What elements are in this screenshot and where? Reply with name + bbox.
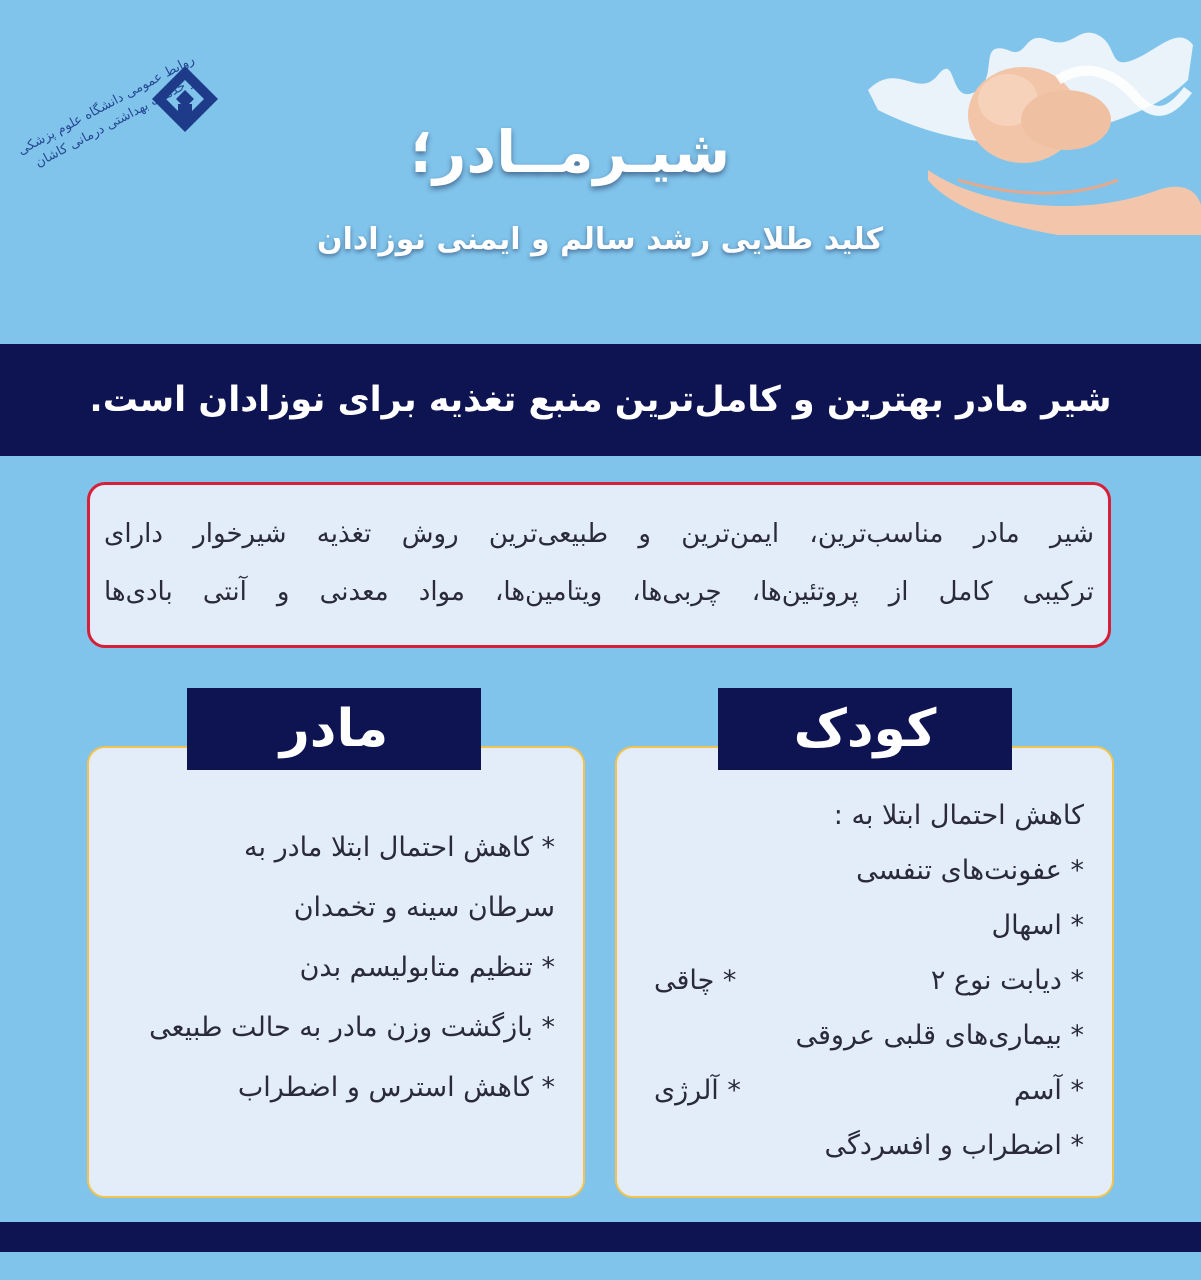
headline-band: [0, 344, 1201, 456]
university-logo: [15, 50, 220, 215]
logo-caption: روابط عمومی دانشگاه علوم پزشکی و خدمات بهداشتی درمانی کاشان: [15, 52, 198, 171]
child-list-intro: کاهش احتمال ابتلا به :: [833, 800, 1084, 831]
list-item: * دیابت نوع ۲: [930, 965, 1084, 996]
list-item: * اسهال: [991, 910, 1084, 941]
list-item: * چاقی: [654, 965, 737, 996]
intro-line-1: شیر مادر مناسب‌ترین، ایمن‌ترین و طبیعی‌ترین روش تغذیه شیرخوار دارای: [104, 519, 1094, 549]
intro-line-2: ترکیبی کامل از پروتئین‌ها، چربی‌ها، ویتامین‌ها، مواد معدنی و آنتی بادی‌ها: [104, 577, 1094, 607]
list-item: * بیماری‌های قلبی عروقی: [795, 1020, 1084, 1051]
list-item: * بازگشت وزن مادر به حالت طبیعی: [149, 1012, 555, 1043]
list-item: * کاهش احتمال ابتلا مادر به: [244, 832, 555, 863]
list-row-pair: [644, 1063, 1084, 1118]
footer-bar: [0, 1222, 1201, 1252]
page-subtitle: کلید طلایی رشد سالم و ایمنی نوزادان: [316, 222, 884, 257]
mother-benefits-list: [100, 818, 555, 1118]
intro-box: [87, 482, 1111, 648]
child-label-tag: [718, 688, 1012, 770]
list-item: * کاهش استرس و اضطراب: [237, 1072, 555, 1103]
child-card: [615, 746, 1114, 1198]
mother-card: [87, 746, 585, 1198]
list-row-pair: [644, 953, 1084, 1008]
child-label: کودک: [793, 699, 937, 759]
mother-label-tag: [187, 688, 481, 770]
mother-label: مادر: [279, 699, 389, 759]
headline-text: شیر مادر بهترین و کامل‌ترین منبع تغذیه برای نوزادان است.: [89, 380, 1112, 420]
list-item: * اضطراب و افسردگی: [824, 1130, 1084, 1161]
list-item: * عفونت‌های تنفسی: [856, 855, 1084, 886]
baby-in-milk-hands-icon: [858, 20, 1201, 235]
child-benefits-list: [644, 788, 1084, 1173]
list-item: * آسم: [1013, 1075, 1084, 1106]
list-item: * آلرژی: [654, 1075, 741, 1106]
list-item: سرطان سینه و تخمدان: [293, 892, 555, 923]
list-item: * تنظیم متابولیسم بدن: [299, 952, 555, 983]
page-title: شیـرمــادر؛: [409, 118, 731, 186]
